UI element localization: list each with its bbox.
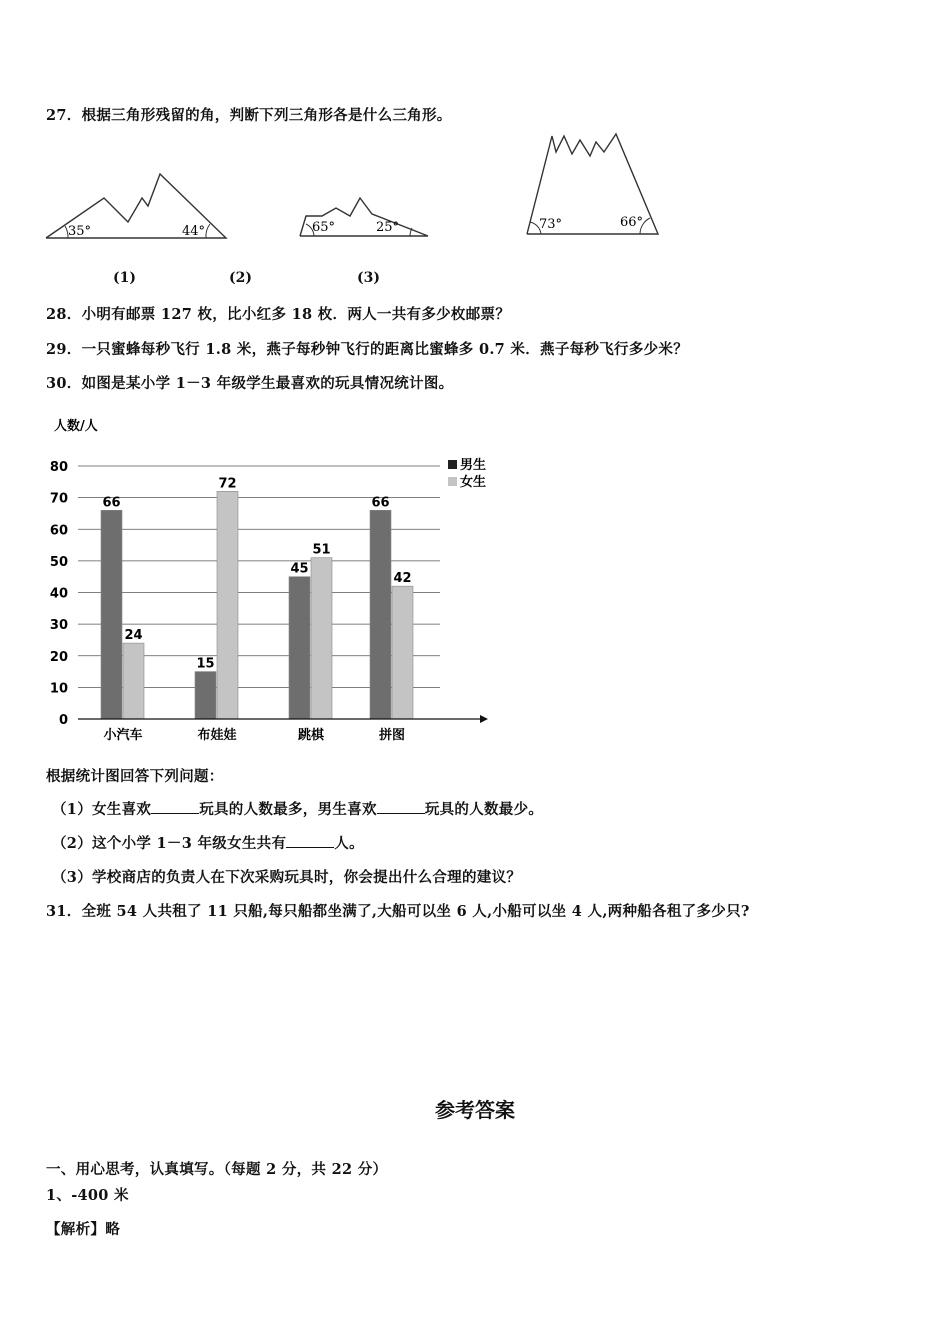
- bar-value-label: 42: [393, 571, 412, 587]
- triangle-1-label: (1): [113, 270, 136, 286]
- legend-swatch-male: [448, 460, 457, 469]
- triangle-figures: [0, 130, 700, 260]
- triangle-2-angle-right: 25°: [376, 220, 400, 235]
- question-27: 27．根据三角形残留的角，判断下列三角形各是什么三角形。: [46, 107, 452, 124]
- answer-blank[interactable]: [151, 801, 199, 814]
- x-tick-label: 拼图: [378, 728, 406, 743]
- bar-value-label: 45: [290, 561, 309, 577]
- chart-legend: [448, 457, 486, 490]
- legend-swatch-female: [448, 477, 457, 486]
- triangle-2-label: (2): [229, 270, 252, 286]
- sub-1-text-a: （1）女生喜欢: [52, 801, 152, 818]
- answer-section-heading: 一、用心思考，认真填写。（每题 2 分，共 22 分）: [46, 1161, 388, 1178]
- y-tick-label: 10: [49, 681, 68, 697]
- answer-blank[interactable]: [377, 801, 425, 814]
- sub-2-text-b: 人。: [334, 835, 364, 852]
- triangle-3-label: (3): [357, 270, 380, 286]
- question-30-intro: 根据统计图回答下列问题：: [46, 768, 224, 785]
- bar-male: [370, 510, 391, 719]
- x-tick-label: 布娃娃: [197, 728, 237, 743]
- question-28: 28．小明有邮票 127 枚，比小红多 18 枚．两人一共有多少枚邮票？: [46, 306, 511, 323]
- y-tick-label: 80: [49, 460, 68, 475]
- triangle-2-angle-left: 65°: [312, 220, 336, 235]
- bar-value-label: 66: [371, 495, 390, 511]
- bar-value-label: 72: [218, 476, 237, 492]
- question-31: 31．全班 54 人共租了 11 只船,每只船都坐满了,大船可以坐 6 人,小船可以坐 4 人,两种船各租了多少只?: [46, 903, 750, 920]
- triangle-3-angle-left: 73°: [539, 217, 563, 232]
- bar-value-label: 51: [312, 542, 331, 558]
- triangle-3-angle-right: 66°: [620, 215, 644, 230]
- question-30-sub-1: [52, 798, 543, 819]
- chart-x-axis-arrow: [480, 715, 488, 723]
- triangle-1-angle-right: 44°: [182, 224, 206, 239]
- bar-male: [101, 510, 122, 719]
- bar-male: [195, 672, 216, 719]
- y-tick-label: 30: [49, 618, 68, 634]
- bar-value-label: 24: [124, 628, 143, 644]
- chart-y-ticks: [50, 460, 68, 728]
- bar-chart: [0, 410, 520, 750]
- question-29: 29．一只蜜蜂每秒飞行 1.8 米，燕子每秒钟飞行的距离比蜜蜂多 0.7 米．燕子每秒飞行多少米？: [46, 341, 689, 358]
- legend-label-male: 男生: [460, 458, 487, 473]
- bar-value-label: 66: [102, 495, 121, 511]
- bar-female: [392, 586, 413, 719]
- y-tick-label: 60: [49, 523, 68, 539]
- y-tick-label: 40: [49, 586, 68, 602]
- x-tick-label: 跳棋: [297, 728, 325, 743]
- answer-1-explanation: 【解析】略: [46, 1221, 120, 1238]
- bar-female: [123, 643, 144, 719]
- bar-male: [289, 577, 310, 719]
- answer-key-title: 参考答案: [435, 1098, 515, 1122]
- triangle-1-angle-left: 35°: [68, 224, 92, 239]
- answer-1: 1、-400 米: [46, 1187, 129, 1204]
- sub-2-text-a: （2）这个小学 1－3 年级女生共有: [52, 835, 287, 852]
- bar-female: [311, 558, 332, 719]
- chart-bars: [101, 476, 413, 719]
- triangle-1: [46, 174, 226, 239]
- question-30-sub-2: [52, 832, 364, 853]
- chart-ylabel: 人数/人: [54, 419, 98, 434]
- y-tick-label: 70: [49, 491, 68, 507]
- sub-1-text-b: 玩具的人数最多，男生喜欢: [199, 801, 377, 818]
- chart-x-labels: [103, 727, 405, 743]
- legend-label-female: 女生: [460, 475, 487, 490]
- answer-blank[interactable]: [286, 835, 334, 848]
- x-tick-label: 小汽车: [103, 728, 143, 743]
- y-tick-label: 20: [49, 649, 68, 665]
- triangle-2: [300, 198, 428, 236]
- y-tick-label: 0: [58, 713, 68, 728]
- y-tick-label: 50: [49, 554, 68, 570]
- question-30-sub-3: （3）学校商店的负责人在下次采购玩具时，你会提出什么合理的建议？: [52, 869, 522, 886]
- bar-value-label: 15: [196, 656, 215, 672]
- question-30: 30．如图是某小学 1－3 年级学生最喜欢的玩具情况统计图。: [46, 375, 454, 392]
- sub-1-text-c: 玩具的人数最少。: [424, 801, 544, 818]
- triangle-3: [527, 134, 658, 234]
- bar-female: [217, 491, 238, 719]
